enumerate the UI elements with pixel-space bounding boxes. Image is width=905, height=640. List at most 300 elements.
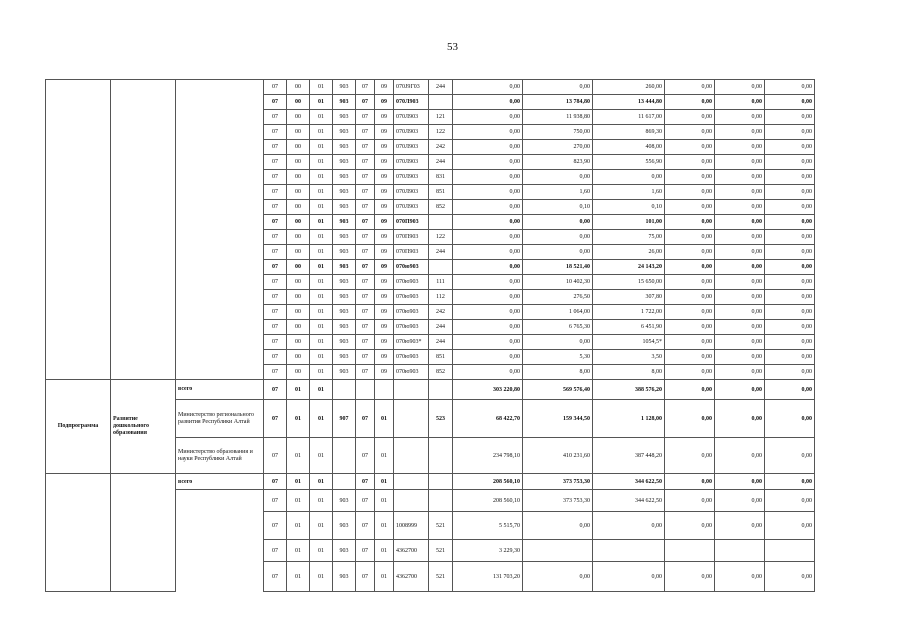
table-cell: 0,00 — [765, 400, 815, 438]
col-label-2-cell — [111, 80, 176, 380]
table-cell: 07 — [356, 275, 375, 290]
table-cell: 0,00 — [765, 365, 815, 380]
table-cell: 903 — [333, 95, 356, 110]
table-cell: 0,00 — [453, 365, 523, 380]
table-cell: 070П903 — [394, 245, 429, 260]
row-description — [176, 562, 264, 592]
table-cell: 24 143,20 — [593, 260, 665, 275]
table-cell: 00 — [287, 125, 310, 140]
table-cell: 01 — [310, 185, 333, 200]
table-cell: 00 — [287, 200, 310, 215]
table-cell: 0,10 — [593, 200, 665, 215]
table-cell: 0,00 — [715, 110, 765, 125]
table-cell: 07 — [356, 438, 375, 474]
table-cell: 0,00 — [665, 260, 715, 275]
table-cell: 0,00 — [523, 215, 593, 230]
row-description — [176, 512, 264, 540]
table-cell: 01 — [310, 140, 333, 155]
table-cell: 0,00 — [765, 305, 815, 320]
table-cell: 122 — [429, 230, 453, 245]
table-cell: 6 451,90 — [593, 320, 665, 335]
table-cell: 0,00 — [715, 200, 765, 215]
table-cell: 07 — [356, 474, 375, 490]
table-cell: 0,00 — [715, 380, 765, 400]
table-cell: 26,00 — [593, 245, 665, 260]
row-description — [176, 540, 264, 562]
table-cell: 00 — [287, 185, 310, 200]
table-cell: 869,30 — [593, 125, 665, 140]
table-cell: 01 — [310, 400, 333, 438]
table-cell: 0,00 — [453, 80, 523, 95]
table-cell: 07 — [264, 110, 287, 125]
table-cell — [394, 474, 429, 490]
table-cell: 0,00 — [665, 125, 715, 140]
table-cell: 823,90 — [523, 155, 593, 170]
table-cell: 070ю903 — [394, 350, 429, 365]
table-cell: 00 — [287, 245, 310, 260]
table-cell: 0,00 — [665, 305, 715, 320]
table-cell: 13 784,80 — [523, 95, 593, 110]
table-cell: 903 — [333, 185, 356, 200]
table-cell: 0,00 — [765, 320, 815, 335]
table-cell — [333, 474, 356, 490]
table-cell: 07 — [264, 185, 287, 200]
table-cell: 07 — [356, 125, 375, 140]
table-cell: 01 — [375, 400, 394, 438]
table-cell: 01 — [375, 438, 394, 474]
table-cell — [715, 540, 765, 562]
table-cell: 07 — [356, 110, 375, 125]
table-cell: 0,00 — [765, 110, 815, 125]
table-cell: 0,00 — [765, 474, 815, 490]
table-cell: 903 — [333, 275, 356, 290]
table-cell: 270,00 — [523, 140, 593, 155]
table-cell: 07 — [356, 512, 375, 540]
table-cell: 5,30 — [523, 350, 593, 365]
table-cell: 523 — [429, 400, 453, 438]
table-cell: 0,00 — [453, 125, 523, 140]
table-cell: 0,00 — [665, 438, 715, 474]
table-cell: 242 — [429, 305, 453, 320]
table-cell: 070ю903* — [394, 335, 429, 350]
table-cell: 1 128,00 — [593, 400, 665, 438]
table-cell: 373 753,30 — [523, 490, 593, 512]
table-cell: 09 — [375, 170, 394, 185]
table-cell: 01 — [310, 95, 333, 110]
table-cell: 0,00 — [715, 365, 765, 380]
table-cell: 07 — [264, 95, 287, 110]
table-cell: 01 — [310, 490, 333, 512]
table-cell: 07 — [356, 95, 375, 110]
table-cell: 0,00 — [593, 512, 665, 540]
table-cell: 903 — [333, 305, 356, 320]
table-cell: 00 — [287, 95, 310, 110]
table-cell: 01 — [375, 490, 394, 512]
table-cell: 903 — [333, 562, 356, 592]
table-cell: 09 — [375, 305, 394, 320]
table-cell: 410 231,60 — [523, 438, 593, 474]
table-cell: 07 — [356, 200, 375, 215]
table-cell: 0,00 — [523, 562, 593, 592]
table-cell: 0,00 — [765, 350, 815, 365]
table-cell — [593, 540, 665, 562]
table-cell: 0,00 — [765, 490, 815, 512]
table-cell: 01 — [375, 540, 394, 562]
table-cell: 4362700 — [394, 562, 429, 592]
table-cell: 00 — [287, 80, 310, 95]
table-cell: 111 — [429, 275, 453, 290]
table-cell: 07 — [264, 290, 287, 305]
table-cell: 0,00 — [715, 125, 765, 140]
table-cell: 852 — [429, 365, 453, 380]
table-cell: 244 — [429, 80, 453, 95]
table-cell: 0,00 — [453, 290, 523, 305]
table-cell: 01 — [287, 512, 310, 540]
table-cell: 1,60 — [593, 185, 665, 200]
col-label-2-cell — [111, 474, 176, 592]
table-cell — [394, 400, 429, 438]
table-cell — [394, 438, 429, 474]
table-cell: 0,00 — [665, 275, 715, 290]
table-cell: 07 — [264, 365, 287, 380]
table-cell: 01 — [310, 275, 333, 290]
table-cell: 01 — [287, 490, 310, 512]
row-description — [176, 490, 264, 512]
table-cell: 00 — [287, 230, 310, 245]
table-cell: 00 — [287, 290, 310, 305]
table-cell: 0,00 — [665, 245, 715, 260]
table-cell: 070Л903 — [394, 185, 429, 200]
table-cell: 07 — [264, 335, 287, 350]
table-cell: 0,00 — [453, 230, 523, 245]
table-cell: 903 — [333, 260, 356, 275]
table-cell: 903 — [333, 335, 356, 350]
table-row — [46, 474, 815, 490]
table-cell: 070Л903 — [394, 95, 429, 110]
table-cell — [429, 380, 453, 400]
table-cell: 0,00 — [665, 290, 715, 305]
table-cell: 244 — [429, 335, 453, 350]
table-cell — [375, 380, 394, 400]
table-cell: 0,00 — [593, 170, 665, 185]
table-cell: 0,00 — [765, 215, 815, 230]
table-cell: 0,00 — [665, 474, 715, 490]
table-cell: 070Л903 — [394, 155, 429, 170]
table-cell: 070Л903 — [394, 170, 429, 185]
table-cell: 122 — [429, 125, 453, 140]
table-cell: 00 — [287, 275, 310, 290]
table-cell — [429, 260, 453, 275]
table-cell: 569 576,40 — [523, 380, 593, 400]
table-cell: 00 — [287, 215, 310, 230]
table-cell: 0,00 — [453, 140, 523, 155]
table-cell: 373 753,30 — [523, 474, 593, 490]
table-cell — [429, 474, 453, 490]
table-cell: 01 — [310, 335, 333, 350]
table-cell: 07 — [356, 320, 375, 335]
table-cell: 903 — [333, 320, 356, 335]
table-cell: 0,00 — [715, 95, 765, 110]
table-cell: 07 — [356, 245, 375, 260]
table-cell: 521 — [429, 540, 453, 562]
table-cell: 00 — [287, 110, 310, 125]
table-cell — [394, 380, 429, 400]
table-cell: 0,00 — [665, 170, 715, 185]
table-cell: 0,00 — [715, 170, 765, 185]
table-cell: 521 — [429, 562, 453, 592]
table-cell: 0,00 — [715, 215, 765, 230]
table-cell: 4362700 — [394, 540, 429, 562]
table-cell: 07 — [264, 320, 287, 335]
table-cell: 0,00 — [665, 380, 715, 400]
table-cell: 09 — [375, 350, 394, 365]
table-cell: 0,00 — [523, 335, 593, 350]
table-cell: 07 — [264, 512, 287, 540]
table-cell: 07 — [356, 290, 375, 305]
table-cell: 0,00 — [715, 140, 765, 155]
program-type-label: Подпрограмма — [46, 380, 111, 474]
table-cell: 01 — [310, 438, 333, 474]
table-cell: 0,00 — [665, 512, 715, 540]
table-cell: 01 — [310, 200, 333, 215]
table-cell: 0,00 — [665, 365, 715, 380]
table-cell: 0,00 — [665, 110, 715, 125]
table-cell: 00 — [287, 170, 310, 185]
table-cell: 0,00 — [765, 275, 815, 290]
table-cell: 070П903 — [394, 230, 429, 245]
table-cell: 0,00 — [765, 380, 815, 400]
table-cell: 0,00 — [453, 350, 523, 365]
table-cell — [333, 380, 356, 400]
table-cell: 0,00 — [665, 140, 715, 155]
table-cell: 0,00 — [665, 80, 715, 95]
budget-table — [45, 79, 815, 592]
table-cell: 09 — [375, 230, 394, 245]
table-cell: 07 — [264, 170, 287, 185]
table-cell: 07 — [356, 335, 375, 350]
table-cell: 0,00 — [765, 140, 815, 155]
table-cell: 07 — [264, 125, 287, 140]
col-label-1-cell — [46, 474, 111, 592]
table-cell — [765, 540, 815, 562]
table-cell: 07 — [356, 260, 375, 275]
table-cell: 01 — [310, 215, 333, 230]
table-cell: 09 — [375, 95, 394, 110]
table-cell: 851 — [429, 350, 453, 365]
table-cell: 0,00 — [715, 512, 765, 540]
table-cell: 01 — [310, 290, 333, 305]
table-cell: 903 — [333, 140, 356, 155]
table-cell: 0,00 — [453, 200, 523, 215]
table-cell: 0,00 — [665, 185, 715, 200]
table-cell: 070ю903 — [394, 305, 429, 320]
table-cell: 0,00 — [715, 275, 765, 290]
table-cell: 276,50 — [523, 290, 593, 305]
table-cell: 208 560,10 — [453, 474, 523, 490]
table-cell: 070Л903 — [394, 125, 429, 140]
table-cell: 0,00 — [715, 562, 765, 592]
table-cell: 09 — [375, 365, 394, 380]
table-cell: 0,00 — [765, 200, 815, 215]
table-cell: 07 — [264, 260, 287, 275]
table-cell: 0,00 — [453, 260, 523, 275]
table-cell: 0,00 — [765, 438, 815, 474]
table-cell: 01 — [310, 512, 333, 540]
table-cell: 0,00 — [715, 490, 765, 512]
table-cell: 388 576,20 — [593, 380, 665, 400]
table-cell: 1054,5* — [593, 335, 665, 350]
table-cell: 244 — [429, 245, 453, 260]
table-cell: 00 — [287, 260, 310, 275]
table-cell: 01 — [287, 474, 310, 490]
table-cell: 11 617,00 — [593, 110, 665, 125]
table-cell: 10 402,30 — [523, 275, 593, 290]
table-cell: 09 — [375, 155, 394, 170]
table-cell: 07 — [264, 245, 287, 260]
table-cell: 07 — [356, 305, 375, 320]
table-cell: 0,00 — [453, 110, 523, 125]
table-cell: 09 — [375, 320, 394, 335]
table-cell: 07 — [264, 380, 287, 400]
table-cell: 3 229,30 — [453, 540, 523, 562]
table-cell: 131 703,20 — [453, 562, 523, 592]
table-cell: 0,00 — [765, 260, 815, 275]
table-cell: 01 — [310, 155, 333, 170]
table-cell: 0,00 — [715, 80, 765, 95]
table-cell: 0,00 — [665, 320, 715, 335]
table-cell: 112 — [429, 290, 453, 305]
table-cell: 0,00 — [665, 230, 715, 245]
table-cell: 01 — [375, 562, 394, 592]
table-cell: 09 — [375, 125, 394, 140]
table-cell: 0,00 — [665, 200, 715, 215]
table-cell: 387 448,20 — [593, 438, 665, 474]
table-cell: 09 — [375, 80, 394, 95]
table-cell: 903 — [333, 490, 356, 512]
table-cell: 0,00 — [765, 80, 815, 95]
table-cell: 07 — [356, 350, 375, 365]
table-cell: 01 — [375, 474, 394, 490]
table-cell: 07 — [264, 80, 287, 95]
table-cell: 208 560,10 — [453, 490, 523, 512]
table-cell: 0,00 — [665, 562, 715, 592]
table-cell: 0,00 — [715, 350, 765, 365]
table-cell: 0,00 — [665, 215, 715, 230]
table-cell: 00 — [287, 335, 310, 350]
table-cell: 00 — [287, 140, 310, 155]
table-cell: 01 — [310, 260, 333, 275]
table-cell: 070ю903 — [394, 365, 429, 380]
table-cell: 0,00 — [665, 335, 715, 350]
table-cell: 0,00 — [715, 245, 765, 260]
table-cell: 0,00 — [453, 305, 523, 320]
table-cell: 242 — [429, 140, 453, 155]
table-cell: 903 — [333, 365, 356, 380]
table-cell: 903 — [333, 350, 356, 365]
table-cell: 09 — [375, 185, 394, 200]
table-cell: 0,00 — [523, 245, 593, 260]
table-cell: 01 — [287, 400, 310, 438]
table-cell: 1 722,00 — [593, 305, 665, 320]
table-cell: 07 — [264, 305, 287, 320]
table-cell: 01 — [287, 562, 310, 592]
table-cell — [429, 215, 453, 230]
table-cell: 01 — [310, 125, 333, 140]
table-cell: 0,00 — [765, 230, 815, 245]
program-name-label: Развитие дошкольного образования — [111, 380, 176, 474]
table-cell: 907 — [333, 400, 356, 438]
table-cell: 0,00 — [715, 320, 765, 335]
table-cell: 0,00 — [523, 512, 593, 540]
table-cell: 15 650,00 — [593, 275, 665, 290]
table-cell: 07 — [264, 275, 287, 290]
table-cell: 01 — [310, 474, 333, 490]
table-cell: 0,00 — [765, 155, 815, 170]
table-cell: 09 — [375, 290, 394, 305]
table-cell: 68 422,70 — [453, 400, 523, 438]
table-cell: 070ю903 — [394, 320, 429, 335]
table-cell: 0,00 — [665, 400, 715, 438]
table-cell — [394, 490, 429, 512]
table-cell: 408,00 — [593, 140, 665, 155]
table-cell: 0,00 — [715, 185, 765, 200]
table-cell: 07 — [264, 155, 287, 170]
table-cell: 5 515,70 — [453, 512, 523, 540]
table-cell: 159 344,50 — [523, 400, 593, 438]
table-cell: 903 — [333, 155, 356, 170]
table-cell — [429, 438, 453, 474]
table-cell: 0,00 — [715, 400, 765, 438]
table-cell: 07 — [264, 230, 287, 245]
table-cell: 0,00 — [665, 95, 715, 110]
table-cell: 07 — [356, 155, 375, 170]
table-cell: 01 — [287, 540, 310, 562]
table-cell: 0,00 — [765, 562, 815, 592]
table-cell: 07 — [356, 80, 375, 95]
row-description: всего — [176, 474, 264, 490]
table-cell: 01 — [310, 350, 333, 365]
table-cell — [523, 540, 593, 562]
table-cell: 8,00 — [593, 365, 665, 380]
table-cell: 244 — [429, 320, 453, 335]
table-cell: 0,00 — [715, 438, 765, 474]
table-cell: 852 — [429, 200, 453, 215]
table-cell: 07 — [264, 438, 287, 474]
table-cell: 307,80 — [593, 290, 665, 305]
table-cell: 750,00 — [523, 125, 593, 140]
table-cell: 903 — [333, 110, 356, 125]
table-cell: 3,50 — [593, 350, 665, 365]
table-cell: 0,00 — [523, 170, 593, 185]
table-cell: 07 — [264, 350, 287, 365]
table-cell: 01 — [310, 245, 333, 260]
table-cell: 18 521,40 — [523, 260, 593, 275]
table-cell: 09 — [375, 245, 394, 260]
table-cell: 1008999 — [394, 512, 429, 540]
table-cell: 07 — [356, 230, 375, 245]
table-cell: 0,00 — [715, 474, 765, 490]
table-cell: 01 — [310, 170, 333, 185]
table-cell: 0,00 — [453, 215, 523, 230]
table-cell: 0,00 — [715, 290, 765, 305]
table-cell: 09 — [375, 260, 394, 275]
table-cell: 01 — [310, 230, 333, 245]
row-description: Министерство образования и науки Республики Алтай — [176, 438, 264, 474]
table-cell: 6 765,30 — [523, 320, 593, 335]
table-cell: 0,00 — [715, 155, 765, 170]
table-cell: 0,00 — [765, 95, 815, 110]
table-cell: 903 — [333, 200, 356, 215]
